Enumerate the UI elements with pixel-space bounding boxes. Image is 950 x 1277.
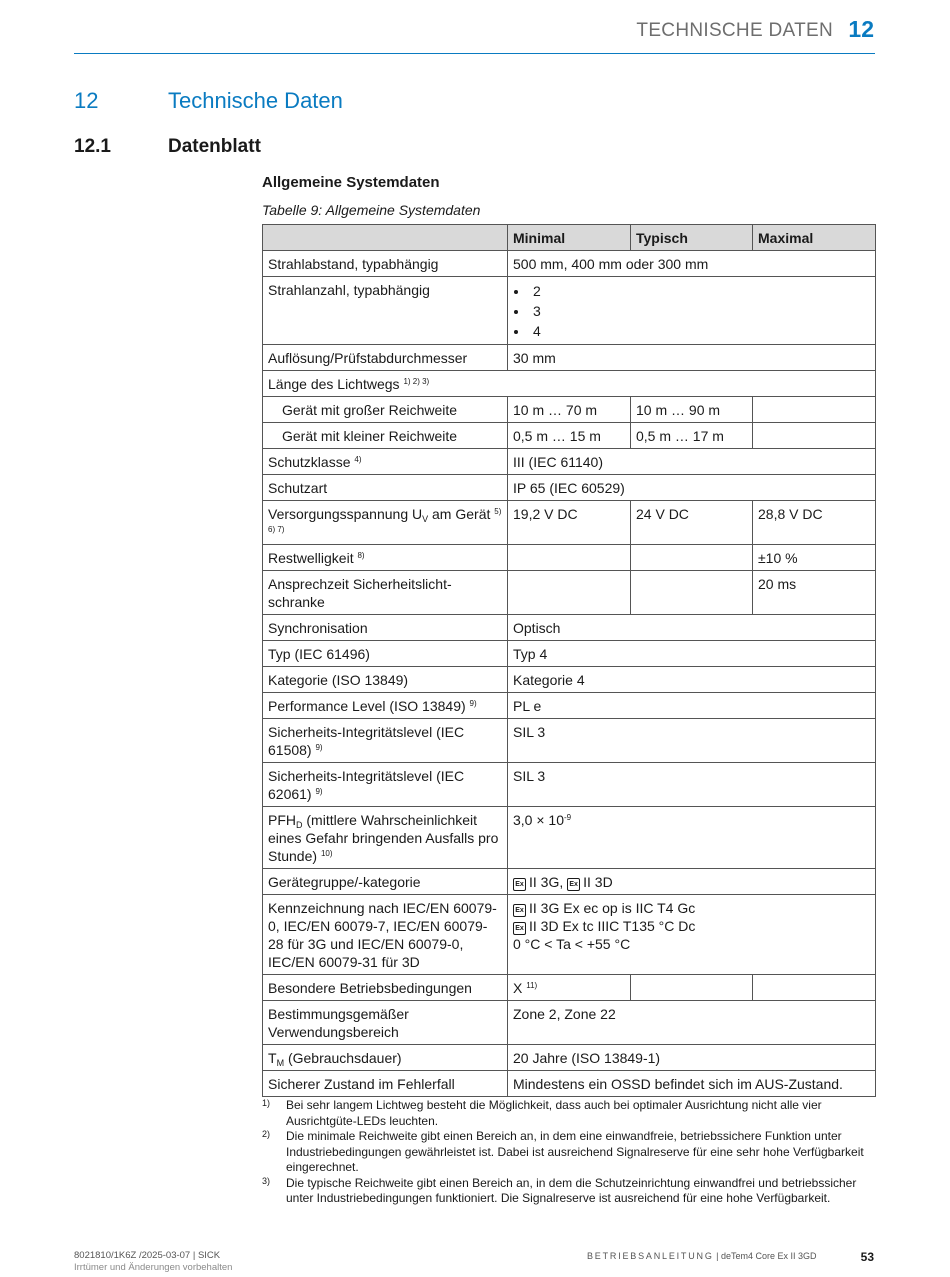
row-label: Bestimmungsgemäßer Verwendungsbereich	[263, 1001, 508, 1045]
row-label: Gerät mit großer Reichweite	[263, 397, 508, 423]
row-label: Sicherheits-Integritätslevel (IEC 62061) $^{9)}$	[263, 763, 508, 807]
cell-maximal: 20 ms	[753, 571, 876, 615]
cell-minimal: 19,2 V DC	[508, 501, 631, 545]
table-row	[263, 693, 876, 719]
chapter-number: 12	[74, 88, 99, 113]
row-label: Sicherheits-Integritätslevel (IEC 61508) $^{9)}$	[263, 719, 508, 763]
table-row	[263, 641, 876, 667]
table-row	[263, 545, 876, 571]
footnote-mark: 1)	[262, 1098, 271, 1108]
cell-typisch: 0,5 m … 17 m	[631, 423, 753, 449]
page-number: 53	[860, 1250, 874, 1264]
table-row	[263, 449, 876, 475]
footnote	[262, 1176, 875, 1207]
cell-typisch: 24 V DC	[631, 501, 753, 545]
table-row	[263, 345, 876, 371]
footnote-ref: 9)	[469, 699, 477, 708]
subsection-title: Allgemeine Systemdaten	[262, 174, 440, 191]
row-label: $PFH_D$ (mittlere Wahrscheinlichkeit eines Gefahr bringenden Ausfalls pro Stunde) $^{10)}$	[263, 807, 508, 869]
header-divider	[74, 53, 875, 54]
row-value: IP 65 (IEC 60529)	[508, 475, 876, 501]
list-item: • 2	[529, 281, 870, 301]
row-label: Sicherer Zustand im Fehlerfall	[263, 1071, 508, 1097]
row-value: 20 Jahre (ISO 13849-1)	[508, 1045, 876, 1071]
footnotes	[262, 1098, 875, 1207]
table-row	[263, 501, 876, 545]
column-header-typisch: Typisch	[631, 225, 753, 251]
table-row	[263, 277, 876, 345]
row-label: Kategorie (ISO 13849)	[263, 667, 508, 693]
table-row	[263, 423, 876, 449]
ex-mark-icon: Ex	[513, 904, 526, 917]
footnote-ref: 5) 6) 7)	[268, 507, 502, 534]
cell-typisch	[631, 545, 753, 571]
row-value: 30 mm	[508, 345, 876, 371]
row-label: Performance Level (ISO 13849) $^{9)}$	[263, 693, 508, 719]
table-row	[263, 371, 876, 397]
table-row	[263, 397, 876, 423]
table-row	[263, 763, 876, 807]
table-row	[263, 475, 876, 501]
cell-minimal	[508, 545, 631, 571]
row-value: Ex II 3G Ex ec op is IIC T4 Gc Ex II 3D Ex tc IIIC T135 °C Dc 0 °C < Ta < +55 °C	[508, 895, 876, 975]
footer-left	[74, 1250, 232, 1274]
footnote-ref: 1) 2) 3)	[403, 377, 430, 386]
row-label: Versorgungsspannung $U_V$ am Gerät $^{5) 6) 7)}$	[263, 501, 508, 545]
row-value: Kategorie 4	[508, 667, 876, 693]
footer-doc-type: BETRIEBSANLEITUNG	[587, 1251, 714, 1261]
table-row	[263, 251, 876, 277]
table-row	[263, 895, 876, 975]
footer-product: | deTem4 Core Ex II 3GD	[713, 1251, 817, 1261]
row-label: $T_M$ (Gebrauchsdauer)	[263, 1045, 508, 1071]
footnote-ref: 8)	[357, 551, 365, 560]
running-header-chapter-number: 12	[848, 16, 874, 42]
row-value: Mindestens ein OSSD befindet sich im AUS-Zustand.	[508, 1071, 876, 1097]
footnote-ref: 11)	[526, 981, 538, 990]
footnote-mark: 2)	[262, 1129, 271, 1139]
row-label: Ansprechzeit Sicherheitslichtschranke	[263, 571, 508, 615]
table-row	[263, 667, 876, 693]
table-row	[263, 719, 876, 763]
footnote-mark: 3)	[262, 1175, 271, 1186]
footnote-text: Die minimale Reichweite gibt einen Bereich an, in dem eine einwandfreie, betriebssichere Funktion unter Industriebedingungen gewährleistet ist. Dabei ist ausreichend Signalreserve für eine sehr hohe Verfügbarkeit eingerechnet.	[286, 1129, 864, 1174]
row-value: Zone 2, Zone 22	[508, 1001, 876, 1045]
row-label: Strahlanzahl, typabhängig	[263, 277, 508, 345]
cell-maximal	[753, 397, 876, 423]
row-label: Besondere Betriebsbedingungen	[263, 975, 508, 1001]
cell-maximal: 28,8 V DC	[753, 501, 876, 545]
row-label: Länge des Lichtwegs $^{1) 2) 3)}$	[263, 371, 876, 397]
row-value: SIL 3	[508, 763, 876, 807]
list-item: • 3	[529, 301, 870, 321]
row-label: Schutzart	[263, 475, 508, 501]
row-label: Schutzklasse $^{4)}$	[263, 449, 508, 475]
ex-mark-icon: Ex	[567, 878, 580, 891]
cell-typisch	[631, 975, 753, 1001]
running-header-title: TECHNISCHE DATEN	[636, 20, 833, 41]
beam-count-list	[513, 281, 870, 341]
row-label: Auflösung/Prüfstabdurchmesser	[263, 345, 508, 371]
ex-mark-icon: Ex	[513, 878, 526, 891]
row-label: Restwelligkeit $^{8)}$	[263, 545, 508, 571]
system-data-table	[262, 224, 876, 1097]
footnote-ref: 9)	[315, 787, 323, 796]
footer-disclaimer: Irrtümer und Änderungen vorbehalten	[74, 1262, 233, 1273]
section-title: Datenblatt	[168, 136, 261, 157]
footnote	[262, 1129, 875, 1176]
footnote	[262, 1098, 875, 1129]
row-label: Synchronisation	[263, 615, 508, 641]
table-row	[263, 615, 876, 641]
row-value	[508, 277, 876, 345]
table-row	[263, 975, 876, 1001]
row-value: 500 mm, 400 mm oder 300 mm	[508, 251, 876, 277]
row-value: III (IEC 61140)	[508, 449, 876, 475]
cell-maximal	[753, 423, 876, 449]
cell-maximal	[753, 975, 876, 1001]
footer-doc-id: 8021810/1K6Z /2025-03-07 | SICK	[74, 1250, 221, 1261]
table-row	[263, 571, 876, 615]
row-value: PL e	[508, 693, 876, 719]
footnote-text: Die typische Reichweite gibt einen Bereich an, in dem die Schutzeinrichtung einwandfrei und betriebssicher unter Industriebedingungen funktioniert. Die Signalreserve ist ausreichend für eine hohe Verfügbarkeit.	[286, 1175, 857, 1205]
table-row	[263, 1045, 876, 1071]
row-label: Kennzeichnung nach IEC/EN 60079-0, IEC/EN 60079-7, IEC/EN 60079-28 für 3G und IEC/EN 60079-0, IEC/EN 60079-31 für 3D	[263, 895, 508, 975]
cell-minimal	[508, 571, 631, 615]
cell-minimal: 10 m … 70 m	[508, 397, 631, 423]
footnote-ref: 9)	[315, 743, 323, 752]
table-row	[263, 869, 876, 895]
section-number: 12.1	[74, 136, 111, 157]
cell-typisch	[631, 571, 753, 615]
row-value: SIL 3	[508, 719, 876, 763]
column-header-minimal: Minimal	[508, 225, 631, 251]
row-value: Ex II 3G, Ex II 3D	[508, 869, 876, 895]
cell-maximal: ±10 %	[753, 545, 876, 571]
ex-mark-icon: Ex	[513, 922, 526, 935]
row-label: Typ (IEC 61496)	[263, 641, 508, 667]
table-caption: Tabelle 9: Allgemeine Systemdaten	[262, 202, 481, 218]
chapter-title: Technische Daten	[168, 88, 343, 113]
footnote-text: Bei sehr langem Lichtweg besteht die Möglichkeit, dass auch bei optimaler Ausrichtung nicht alle vier Ausrichtgüte-LEDs leuchten.	[286, 1098, 822, 1128]
cell-minimal: X $^{11)}$	[508, 975, 631, 1001]
row-value: Typ 4	[508, 641, 876, 667]
footer-right	[587, 1251, 817, 1261]
table-row	[263, 1001, 876, 1045]
table-header-row	[263, 225, 876, 251]
column-header-maximal: Maximal	[753, 225, 876, 251]
footnote-ref: 10)	[320, 849, 333, 858]
table-row	[263, 1071, 876, 1097]
cell-typisch: 10 m … 90 m	[631, 397, 753, 423]
cell-minimal: 0,5 m … 15 m	[508, 423, 631, 449]
column-header	[263, 225, 508, 251]
row-label: Gerätegruppe/-kategorie	[263, 869, 508, 895]
row-value: Optisch	[508, 615, 876, 641]
table-row	[263, 807, 876, 869]
row-value: $3,0 \times 10^{-9}$	[508, 807, 876, 869]
list-item: • 4	[529, 321, 870, 341]
footnote-ref: 4)	[354, 455, 362, 464]
row-label: Strahlabstand, typabhängig	[263, 251, 508, 277]
row-label: Gerät mit kleiner Reichweite	[263, 423, 508, 449]
